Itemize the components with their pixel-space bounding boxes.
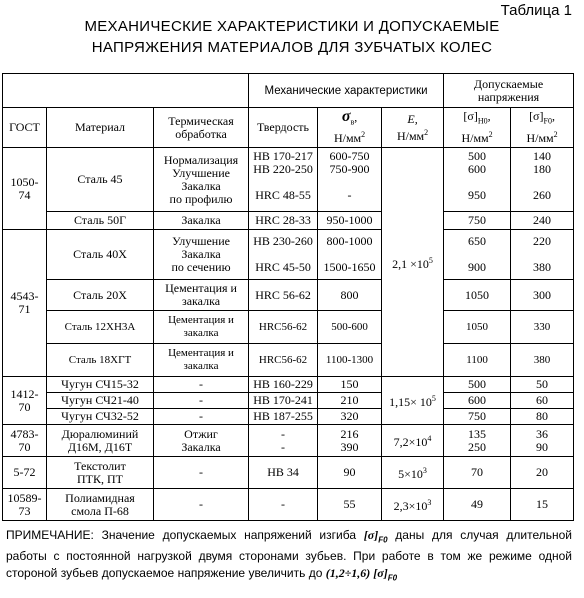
header-e: E, $Н/мм^2$ <box>382 108 444 148</box>
bending-steel40x: 220 380 <box>511 230 574 280</box>
header-gost: ГОСТ <box>3 108 47 148</box>
strength-textolite: 90 <box>318 457 382 489</box>
strength-steel50g: 950-1000 <box>318 212 382 230</box>
contact-textolite: 70 <box>444 457 511 489</box>
treatment-cast3: - <box>154 409 249 425</box>
bending-steel18: 380 <box>511 344 574 377</box>
material-steel12: Сталь 12ХН3А <box>47 311 154 344</box>
gost-5-72: 5-72 <box>3 457 47 489</box>
hardness-steel18: HRC56-62 <box>249 344 318 377</box>
treatment-cast1: - <box>154 377 249 393</box>
contact-steel12: 1050 <box>444 311 511 344</box>
header-empty <box>3 74 249 108</box>
material-cast1: Чугун СЧ15-32 <box>47 377 154 393</box>
strength-steel18: 1100-1300 <box>318 344 382 377</box>
hardness-steel45: НВ 170-217 НВ 220-250 HRC 48-55 <box>249 148 318 212</box>
treatment-steel20x: Цементация и закалка <box>154 280 249 311</box>
treatment-steel12: Цементация и закалка <box>154 311 249 344</box>
hardness-steel20x: HRC 56-62 <box>249 280 318 311</box>
contact-duralumin: 135 250 <box>444 425 511 457</box>
material-steel18: Сталь 18ХГТ <box>47 344 154 377</box>
material-polyamide: Полиамидная смола П-68 <box>47 489 154 521</box>
treatment-steel45: Нормализация Улучшение Закалка по профилю <box>154 148 249 212</box>
bending-steel12: 330 <box>511 311 574 344</box>
contact-steel40x: 650 900 <box>444 230 511 280</box>
contact-steel18: 1100 <box>444 344 511 377</box>
treatment-textolite: - <box>154 457 249 489</box>
strength-steel45: 600-750 750-900 - <box>318 148 382 212</box>
bending-textolite: 20 <box>511 457 574 489</box>
modulus-polyamide: $2,3\times 10^3$ <box>382 489 444 521</box>
material-duralumin: Дюралюминий Д16М, Д16Т <box>47 425 154 457</box>
bending-cast3: 80 <box>511 409 574 425</box>
contact-cast3: 750 <box>444 409 511 425</box>
bending-polyamide: 15 <box>511 489 574 521</box>
header-material: Материал <box>47 108 154 148</box>
bending-steel50g: 240 <box>511 212 574 230</box>
hardness-duralumin: - - <box>249 425 318 457</box>
strength-cast2: 210 <box>318 393 382 409</box>
title-line-2: НАПРЯЖЕНИЯ МАТЕРИАЛОВ ДЛЯ ЗУБЧАТЫХ КОЛЕС <box>91 39 493 56</box>
gost-10589: 10589- 73 <box>3 489 47 521</box>
gost-1412: 1412-70 <box>3 377 47 425</box>
header-mech: Механические характеристики <box>249 74 444 108</box>
hardness-steel50g: HRC 28-33 <box>249 212 318 230</box>
strength-cast3: 320 <box>318 409 382 425</box>
hardness-polyamide: - <box>249 489 318 521</box>
bending-duralumin: 36 90 <box>511 425 574 457</box>
contact-steel50g: 750 <box>444 212 511 230</box>
contact-steel45: 500 600 950 <box>444 148 511 212</box>
contact-cast2: 600 <box>444 393 511 409</box>
material-steel20x: Сталь 20Х <box>47 280 154 311</box>
modulus-textolite: $5\times 10^3$ <box>382 457 444 489</box>
treatment-cast2: - <box>154 393 249 409</box>
header-sigma-h: $[\sigma]_{H0}$, $Н/мм^2$ <box>444 108 511 148</box>
gost-4783: 4783-70 <box>3 425 47 457</box>
material-steel50g: Сталь 50Г <box>47 212 154 230</box>
material-cast3: Чугун СЧ32-52 <box>47 409 154 425</box>
hardness-cast1: НВ 160-229 <box>249 377 318 393</box>
treatment-steel18: Цементация и закалка <box>154 344 249 377</box>
strength-steel40x: 800-1000 1500-1650 <box>318 230 382 280</box>
hardness-textolite: НВ 34 <box>249 457 318 489</box>
header-hardness: Твердость <box>249 108 318 148</box>
strength-steel12: 500-600 <box>318 311 382 344</box>
materials-table <box>2 73 574 521</box>
strength-polyamide: 55 <box>318 489 382 521</box>
bending-cast1: 50 <box>511 377 574 393</box>
gost-1050: 1050-74 <box>3 148 47 230</box>
treatment-steel40x: Улучшение Закалка по сечению <box>154 230 249 280</box>
treatment-duralumin: Отжиг Закалка <box>154 425 249 457</box>
bending-steel20x: 300 <box>511 280 574 311</box>
material-cast2: Чугун СЧ21-40 <box>47 393 154 409</box>
material-textolite: Текстолит ПТК, ПТ <box>47 457 154 489</box>
table-number: Таблица 1 <box>500 2 572 19</box>
header-allowable: Допускаемые напряжения <box>444 74 574 108</box>
material-steel40x: Сталь 40Х <box>47 230 154 280</box>
bending-steel45: 140 180 260 <box>511 148 574 212</box>
treatment-steel50g: Закалка <box>154 212 249 230</box>
material-steel45: Сталь 45 <box>47 148 154 212</box>
hardness-cast3: НВ 187-255 <box>249 409 318 425</box>
bending-cast2: 60 <box>511 393 574 409</box>
contact-steel20x: 1050 <box>444 280 511 311</box>
footnote: ПРИМЕЧАНИЕ: Значение допускаемых напряжений изгиба $[\sigma]_{F0}$ даны для случая длительной работы с постоянной нагрузкой двумя сторонами зубьев. При работе в том же режиме одной стороной зубьев допускаемое напряжение увеличить до (1,2÷1,6) $[\sigma]_{F0}$ <box>6 528 573 583</box>
gost-4543: 4543-71 <box>3 230 47 377</box>
treatment-polyamide: - <box>154 489 249 521</box>
header-treatment: Термическая обработка <box>154 108 249 148</box>
hardness-steel40x: НВ 230-260 HRC 45-50 <box>249 230 318 280</box>
title-line-1: МЕХАНИЧЕСКИЕ ХАРАКТЕРИСТИКИ И ДОПУСКАЕМЫЕ <box>84 18 500 35</box>
hardness-cast2: НВ 170-241 <box>249 393 318 409</box>
strength-cast1: 150 <box>318 377 382 393</box>
contact-cast1: 500 <box>444 377 511 393</box>
modulus-duralumin: $7,2\times 10^4$ <box>382 425 444 457</box>
modulus-cast: $1,15\times 10^5$ <box>382 377 444 425</box>
contact-polyamide: 49 <box>444 489 511 521</box>
modulus-steel: $2,1 \times 10^5$ <box>382 148 444 377</box>
header-sigma-b: $\sigma_в$, $Н/мм^2$ <box>318 108 382 148</box>
strength-steel20x: 800 <box>318 280 382 311</box>
strength-duralumin: 216 390 <box>318 425 382 457</box>
header-sigma-f: $[\sigma]_{F0}$, $Н/мм^2$ <box>511 108 574 148</box>
hardness-steel12: HRC56-62 <box>249 311 318 344</box>
